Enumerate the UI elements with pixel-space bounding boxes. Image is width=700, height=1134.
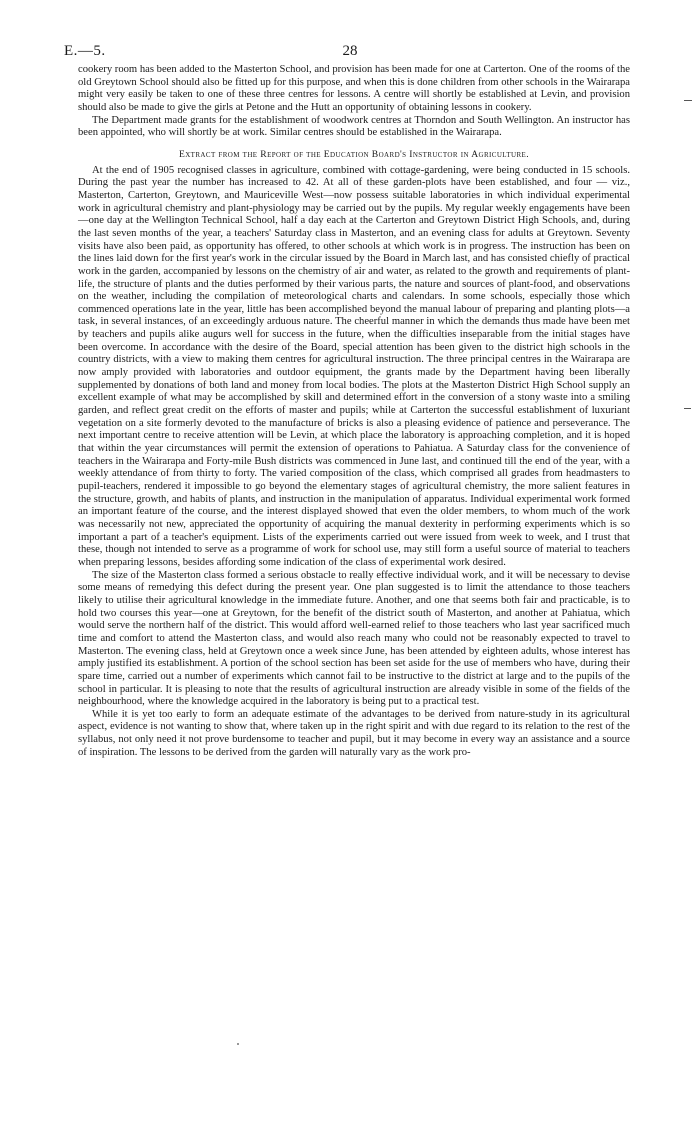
body-paragraph: The size of the Masterton class formed a serious obstacle to really effective individual work, and it will be necessary to devise some means of remedying this defect during the present year. One plan suggested is to limit the attendance to those teachers likely to utilise their agricultural knowledge in the immediate future. Another, and one that seems both fair and practicable, is to hold two courses this year—one at Greytown, for the benefit of the district south of Masterton, and another at Pahiatua, which would serve the northern half of the district. This would afford well-earned relief to those teachers who last year sacrificed much time and comfort to attend the Masterton class, and would also reach many who could not be reasonably expected to travel to Masterton. The evening class, held at Greytown once a week since June, has been attended by eighteen adults, whose interest has amply justified its establishment. A portion of the school section has been set aside for the use of members who have, during their spare time, carried out a number of experiments which cannot fail to be instructive to the district at large and to the pupils of the school in particular. It is pleasing to note that the results of agricultural instruction are already visible in some of the fields of the neighbourhood, where the knowledge acquired in the laboratory is being put to a practical test. <box>78 569 630 708</box>
body-paragraph: While it is yet too early to form an adequate estimate of the advantages to be derived from nature-study in its agricultural aspect, evidence is not wanting to show that, where taken up in the right spirit and with due regard to its relation to the rest of the syllabus, not only need it not prove burdensome to teacher and pupil, but it may become in every way an assistance and a source of inspiration. The lessons to be derived from the garden will naturally vary as the work pro- <box>78 708 630 758</box>
page-speck <box>237 1043 239 1045</box>
body-paragraph: The Department made grants for the establishment of woodwork centres at Thorndon and South Wellington. An instructor has been appointed, who will shortly be at work. Similar centres should be established in the Wairarapa. <box>78 114 630 139</box>
margin-mark <box>684 408 691 409</box>
page-body <box>78 64 630 759</box>
body-paragraph: cookery room has been added to the Masterton School, and provision has been made for one at Carterton. One of the rooms of the old Greytown School should also be fitted up for this purpose, and when this is done children from other schools in the Wairarapa might very easily be taken to one of these three centres for lessons. A centre will shortly be established at Levin, and provision should also be made to give the girls at Petone and the Hutt an opportunity of obtaining lessons in cookery. <box>78 64 630 113</box>
margin-mark <box>684 100 692 101</box>
page-number: 28 <box>342 43 358 59</box>
section-heading: Extract from the Report of the Education Board's Instructor in Agriculture. <box>178 148 530 160</box>
section-reference: E.—5. <box>64 43 106 59</box>
body-paragraph: At the end of 1905 recognised classes in agriculture, combined with cottage-gardening, were being conducted in 15 schools. During the past year the number has increased to 42. At all of these garden-plots have been established, and four — viz., Masterton, Carterton, Greytown, and Mauriceville West—now possess suitable laboratories in which individual experimental work in agricultural chemistry and plant-physiology may be carried out by the pupils. My regular weekly engagements have been—one day at the Wellington Technical School, half a day each at the Carterton and Greytown District High Schools, and, during the last seven months of the year, a teachers' Saturday class in Masterton, and an evening class for adults at Greytown. Seventy visits have also been paid, as opportunity has offered, to other schools at which work is in progress. The instruction has been on the lines laid down for the first year's work in the circular issued by the Board in March last, and has consisted chiefly of practical work in the garden, accompanied by lessons on the chemistry of air and water, as related to the growth and requirements of plant-life, the structure of plants and the duties performed by their various parts, the nature and sources of plant-food, and observations on the weather, including the compilation of meteorological charts and calendars. In some schools, especially those which commenced operations late in the year, little has been accomplished beyond the manual labour of preparing and planting plots—a task, in several instances, of an exceedingly arduous nature. The cheerful manner in which the demands thus made have been met by teachers and pupils alike augurs well for success in the future, when the difficulties inseparable from the initial stages have been overcome. In accordance with the desire of the Board, special attention has been given to the district high schools in the country districts, with a view to making them centres for agricultural instruction. The three principal centres in the Wairarapa are now amply provided with laboratories and outdoor equipment, the grants made by the Department having been liberally supplemented by donations of both land and money from local bodies. The plots at the Masterton District High School supply an excellent example of what may be accomplished by skill and determined effort in the conversion of a stony waste into a smiling garden, and reflect great credit on the efforts of master and pupils; while at Carterton the successful establishment of luxuriant vegetation on a site formerly devoted to the manufacture of bricks is also a pleasing evidence of patience and perseverance. The next important centre to receive attention will be Levin, at which place the laboratory is approaching completion, and it is hoped that within the year circumstances will permit the extension of operations to Pahiatua. A Saturday class for the convenience of teachers in the Wairarapa and Forty-mile Bush districts was commenced in June last, and continued till the end of the year, with a weekly attendance of from thirty to forty. The varied composition of the class, which comprised all grades from headmasters to pupil-teachers, rendered it impossible to go beyond the elementary stages of agricultural chemistry, the more salient features in the structure, growth, and habits of plants, and instruction in the manipulation of apparatus. Individual experimental work formed an important feature of the course, and the interest displayed showed that even the older members, to whom much of the work was necessarily not new, appreciated the opportunity of acquiring the manual dexterity in performing experiments which is so important a part of a teacher's equipment. Lists of the experiments carried out were issued from week to week, and I trust that these, though not intended to serve as a programme of work for school use, may still form a useful source of material to teachers when preparing lessons, besides affording some indication of the class of experimental work desired. <box>78 164 630 568</box>
